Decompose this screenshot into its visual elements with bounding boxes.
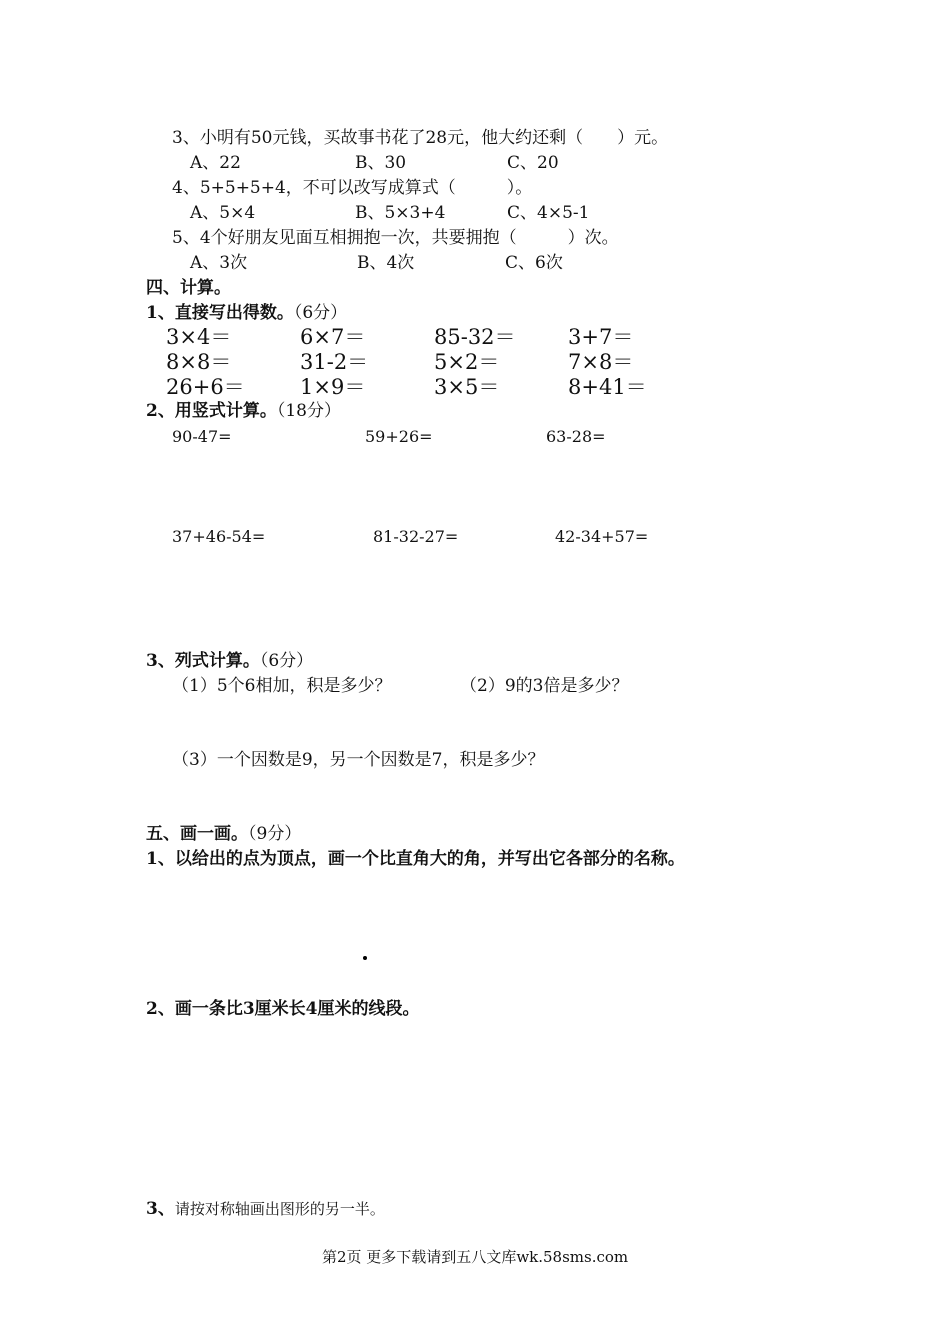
formula-calc-heading [146, 651, 313, 671]
formula-question-1: （1）5个6相加，积是多少？ [172, 676, 392, 696]
vertical-calc-heading [146, 401, 341, 421]
q5-option-a: A、3次 [190, 253, 248, 273]
q5-option-c: C、6次 [505, 253, 563, 273]
section-5-points: （9分） [248, 824, 302, 844]
direct-calc-item: 31-2＝ [300, 350, 369, 374]
q5-option-b: B、4次 [357, 253, 415, 273]
section-5-heading [146, 824, 301, 844]
vertical-calc-points: （18分） [276, 401, 341, 421]
vertical-calc-item: 90-47= [172, 427, 232, 446]
q4-option-c: C、4×5-1 [507, 203, 590, 223]
vertical-calc-item: 37+46-54= [172, 527, 266, 546]
question-4: 4、5+5+5+4，不可以改写成算式（ ）。 [172, 178, 533, 198]
vertical-calc-title: 2、用竖式计算。 [146, 401, 277, 421]
formula-question-2: （2）9的3倍是多少？ [460, 676, 629, 696]
direct-calc-points: （6分） [293, 303, 348, 323]
q4-option-b: B、5×3+4 [355, 203, 446, 223]
direct-calc-item: 8+41＝ [568, 375, 647, 399]
formula-calc-points: （6分） [259, 651, 314, 671]
draw-question-3-number: 3、 [146, 1199, 175, 1219]
direct-calc-item: 3×5＝ [434, 375, 500, 399]
direct-calc-item: 85-32＝ [434, 325, 516, 349]
question-3: 3、小明有50元钱，买故事书花了28元，他大约还剩（ ）元。 [172, 128, 669, 148]
question-5: 5、4个好朋友见面互相拥抱一次，共要拥抱（ ）次。 [172, 228, 619, 248]
draw-question-3-text: 请按对称轴画出图形的另一半。 [174, 1200, 385, 1218]
q3-option-a: A、22 [190, 153, 241, 173]
draw-question-1: 1、以给出的点为顶点，画一个比直角大的角，并写出它各部分的名称。 [146, 849, 685, 869]
q4-option-a: A、5×4 [190, 203, 256, 223]
q3-option-b: B、30 [355, 153, 407, 173]
draw-question-3 [146, 1199, 385, 1219]
direct-calc-item: 3+7＝ [568, 325, 634, 349]
vertical-calc-item: 59+26= [365, 427, 433, 446]
direct-calc-item: 26+6＝ [166, 375, 245, 399]
direct-calc-item: 7×8＝ [568, 350, 634, 374]
direct-calc-item: 1×9＝ [300, 375, 366, 399]
direct-calc-item: 6×7＝ [300, 325, 366, 349]
section-4-title: 四、计算。 [146, 278, 231, 298]
vertex-point [363, 956, 367, 960]
vertical-calc-item: 42-34+57= [555, 527, 649, 546]
formula-calc-title: 3、列式计算。 [146, 651, 260, 671]
direct-calc-title: 1、直接写出得数。 [146, 303, 294, 323]
draw-question-2: 2、画一条比3厘米长4厘米的线段。 [146, 999, 420, 1019]
direct-calc-heading [146, 303, 347, 323]
direct-calc-item: 5×2＝ [434, 350, 500, 374]
direct-calc-item: 3×4＝ [166, 325, 232, 349]
section-5-title: 五、画一画。 [146, 824, 248, 844]
formula-question-3: （3）一个因数是9，另一个因数是7，积是多少？ [172, 750, 545, 770]
vertical-calc-item: 63-28= [546, 427, 606, 446]
page-footer: 第2页 更多下载请到五八文库wk.58sms.com [322, 1248, 629, 1266]
direct-calc-item: 8×8＝ [166, 350, 232, 374]
q3-option-c: C、20 [507, 153, 559, 173]
vertical-calc-item: 81-32-27= [373, 527, 459, 546]
